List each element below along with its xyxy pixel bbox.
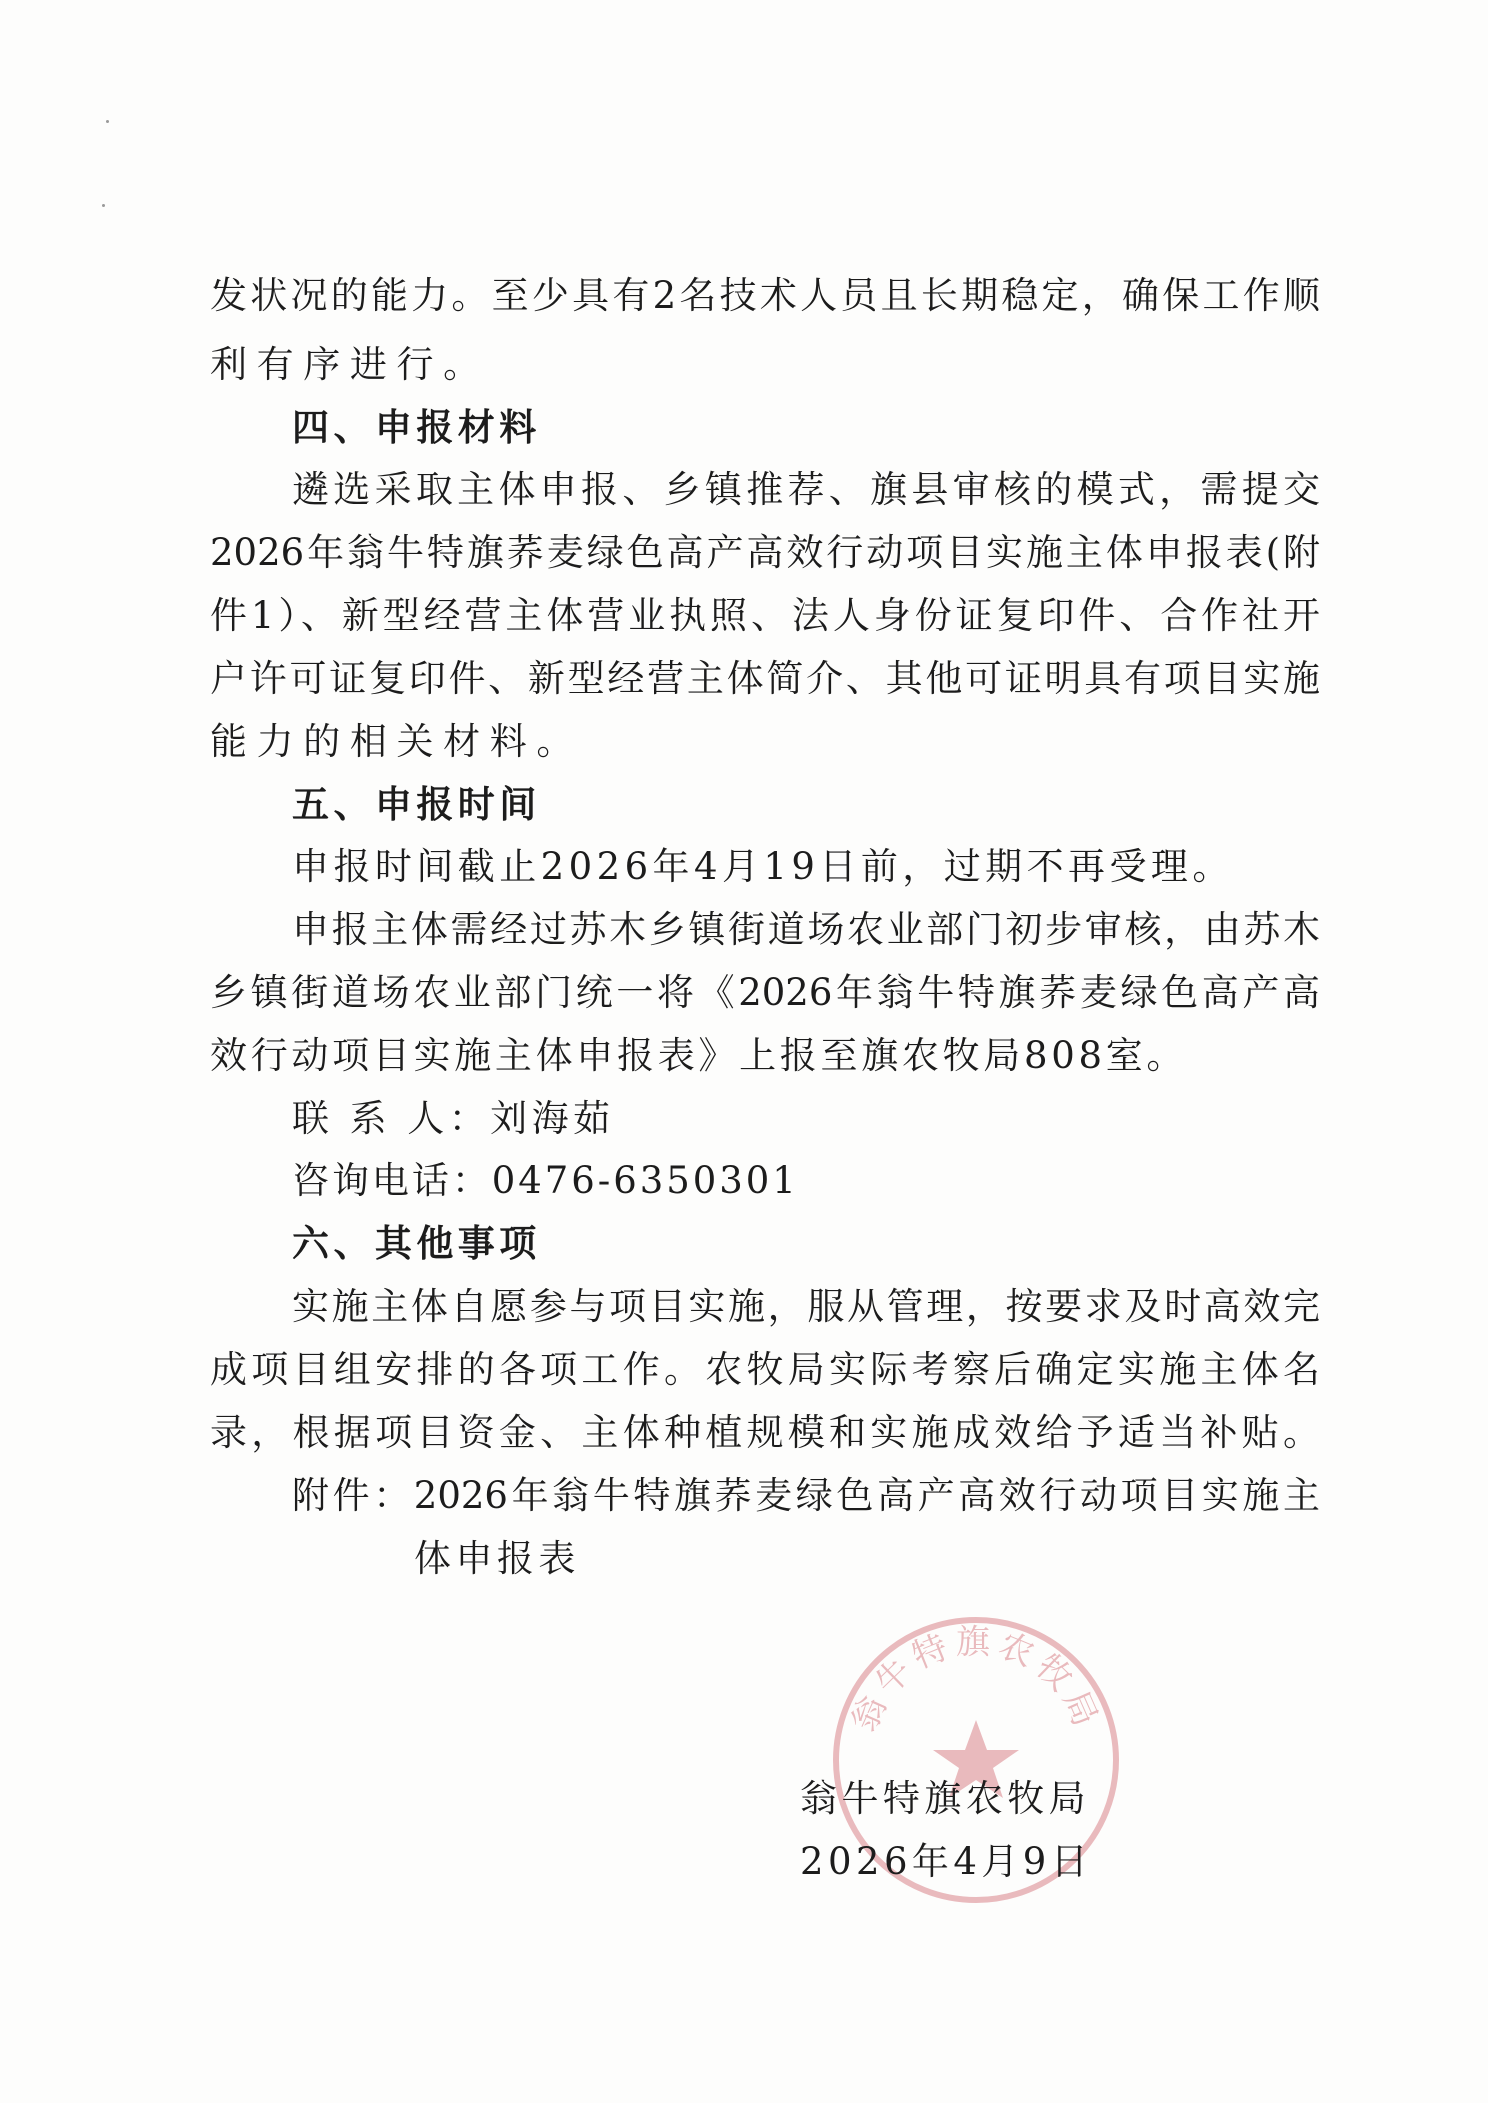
body-line: 能力的相关材料。 bbox=[210, 720, 583, 763]
body-line: 遴选采取主体申报、乡镇推荐、旗县审核的模式，需提交 bbox=[292, 468, 1320, 511]
body-line: 发状况的能力。至少具有2名技术人员且长期稳定，确保工作顺 bbox=[210, 274, 1320, 317]
body-line: 申报主体需经过苏木乡镇街道场农业部门初步审核，由苏木 bbox=[292, 908, 1320, 951]
section-heading-other: 六、其他事项 bbox=[292, 1222, 541, 1265]
body-line: 乡镇街道场农业部门统一将《2026年翁牛特旗荞麦绿色高产高 bbox=[210, 971, 1320, 1014]
scan-speck bbox=[102, 204, 105, 207]
seal-text: 翁牛特旗农牧局 bbox=[844, 1622, 1108, 1738]
body-line: 申报时间截止2026年4月19日前，过期不再受理。 bbox=[292, 845, 1234, 888]
body-line: 录，根据项目资金、主体种植规模和实施成效给予适当补贴。 bbox=[210, 1411, 1320, 1454]
issue-date: 2026年4月9日 bbox=[800, 1840, 1093, 1883]
body-line: 户许可证复印件、新型经营主体简介、其他可证明具有项目实施 bbox=[210, 657, 1320, 700]
attachment-line-continued: 体申报表 bbox=[414, 1537, 580, 1580]
section-heading-materials: 四、申报材料 bbox=[292, 406, 541, 449]
body-line: 实施主体自愿参与项目实施，服从管理，按要求及时高效完 bbox=[292, 1285, 1320, 1328]
body-line: 成项目组安排的各项工作。农牧局实际考察后确定实施主体名 bbox=[210, 1348, 1320, 1391]
contact-phone: 咨询电话：0476-6350301 bbox=[292, 1159, 799, 1202]
contact-person: 联 系 人：刘海茹 bbox=[292, 1097, 615, 1140]
body-line: 2026年翁牛特旗荞麦绿色高产高效行动项目实施主体申报表(附 bbox=[210, 531, 1320, 574]
body-line: 件1）、新型经营主体营业执照、法人身份证复印件、合作社开 bbox=[210, 594, 1320, 637]
body-line: 效行动项目实施主体申报表》上报至旗农牧局808室。 bbox=[210, 1034, 1188, 1077]
section-heading-time: 五、申报时间 bbox=[292, 783, 541, 826]
issuing-organization: 翁牛特旗农牧局 bbox=[800, 1777, 1091, 1820]
body-line: 利有序进行。 bbox=[210, 343, 490, 386]
scan-speck bbox=[106, 120, 109, 123]
attachment-line: 附件：2026年翁牛特旗荞麦绿色高产高效行动项目实施主 bbox=[292, 1474, 1320, 1517]
